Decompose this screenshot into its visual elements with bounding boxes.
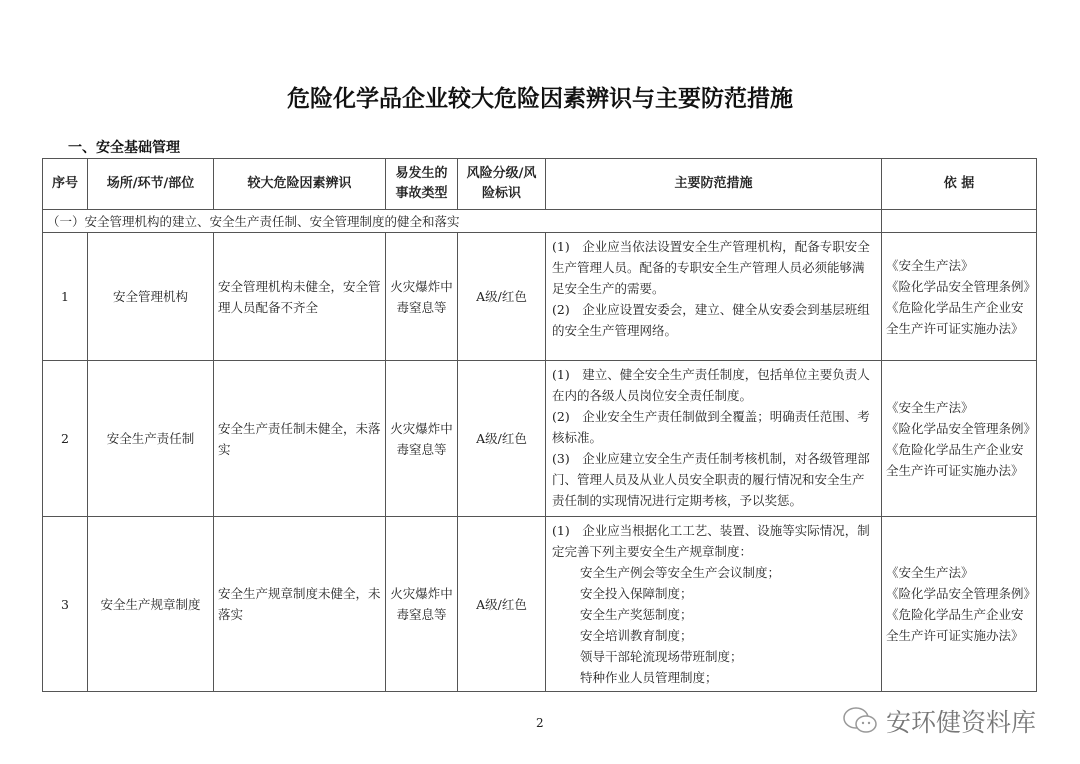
- basis-item: 《安全生产法》: [886, 565, 974, 580]
- row-place: 安全生产规章制度: [88, 517, 214, 692]
- measure: (1) 企业应当根据化工工艺、装置、设施等实际情况，制定完善下列主要安全生产规章制度：: [552, 523, 870, 559]
- sub-measure: 特种作业人员管理制度；: [580, 670, 718, 685]
- sub-measure: 安全投入保障制度；: [580, 586, 693, 601]
- basis-item: 《安全生产法》: [886, 399, 974, 415]
- row-measures: [546, 233, 882, 361]
- header-level: 风险分级/风险标识: [458, 159, 546, 210]
- row-basis: [882, 233, 1037, 361]
- row-measures: [546, 361, 882, 517]
- row-no: 2: [43, 361, 88, 517]
- row-measures: [546, 517, 882, 692]
- header-measures: 主要防范措施: [546, 159, 882, 210]
- row-hazard: 安全生产规章制度未健全，未落实: [214, 517, 386, 692]
- header-place: 场所/环节/部位: [88, 159, 214, 210]
- row-hazard: 安全生产责任制未健全，未落实: [214, 361, 386, 517]
- row-accident: 火灾爆炸中毒窒息等: [386, 517, 458, 692]
- row-accident: 火灾爆炸中毒窒息等: [386, 361, 458, 517]
- row-level: A级/红色: [458, 233, 546, 361]
- wechat-icon: [842, 705, 880, 737]
- document-title: 危险化学品企业较大危险因素辨识与主要防范措施: [287, 85, 793, 112]
- watermark-text: 安环健资料库: [886, 708, 1037, 737]
- watermark: [842, 703, 1036, 739]
- header-no: 序号: [43, 159, 88, 210]
- row-no: 1: [43, 233, 88, 361]
- basis-item: 《危险化学品生产企业安全生产许可证实施办法》: [886, 441, 1024, 478]
- sub-measure: 领导干部轮流现场带班制度；: [580, 649, 743, 664]
- row-place: 安全生产责任制: [88, 361, 214, 517]
- subsection-title: （一）安全管理机构的建立、安全生产责任制、安全管理制度的健全和落实: [43, 210, 882, 233]
- hazard-table: [42, 158, 1037, 692]
- header-basis: 依 据: [882, 159, 1037, 210]
- row-basis: [882, 517, 1037, 692]
- row-level: A级/红色: [458, 361, 546, 517]
- row-accident: 火灾爆炸中毒窒息等: [386, 233, 458, 361]
- measure: (3) 企业应建立安全生产责任制考核机制，对各级管理部门、管理人员及从业人员安全职责的履行情况和安全生产责任制的实现情况进行定期考核，予以奖惩。: [552, 451, 870, 508]
- basis-item: 《险化学品安全管理条例》: [886, 420, 1037, 436]
- basis-item: 《危险化学品生产企业安全生产许可证实施办法》: [886, 299, 1024, 336]
- row-place: 安全管理机构: [88, 233, 214, 361]
- sub-measure: 安全培训教育制度；: [580, 628, 693, 643]
- measure: (2) 企业安全生产责任制做到全覆盖；明确责任范围、考核标准。: [552, 409, 870, 445]
- section-heading: 一、安全基础管理: [68, 140, 180, 156]
- header-accident: 易发生的事故类型: [386, 159, 458, 210]
- header-hazard: 较大危险因素辨识: [214, 159, 386, 210]
- basis-item: 《险化学品安全管理条例》: [886, 278, 1037, 294]
- basis-item: 《危险化学品生产企业安全生产许可证实施办法》: [886, 607, 1024, 643]
- row-hazard: 安全管理机构未健全，安全管理人员配备不齐全: [214, 233, 386, 361]
- table-row: [43, 361, 1037, 517]
- basis-item: 《险化学品安全管理条例》: [886, 586, 1037, 601]
- sub-measure: 安全生产例会等安全生产会议制度；: [580, 565, 781, 580]
- row-level: A级/红色: [458, 517, 546, 692]
- page-number: 2: [536, 716, 544, 730]
- sub-measure: 安全生产奖惩制度；: [580, 607, 693, 622]
- row-basis: [882, 361, 1037, 517]
- row-no: 3: [43, 517, 88, 692]
- header-row: [43, 159, 1037, 210]
- measure: (2) 企业应设置安委会，建立、健全从安委会到基层班组的安全生产管理网络。: [552, 302, 870, 338]
- measure: (1) 建立、健全安全生产责任制度，包括单位主要负责人在内的各级人员岗位安全责任制度。: [552, 367, 870, 403]
- subsection-row: [43, 210, 1037, 233]
- measure: (1) 企业应当依法设置安全生产管理机构，配备专职安全生产管理人员。配备的专职安全生产管理人员必须能够满足安全生产的需要。: [552, 239, 870, 296]
- basis-item: 《安全生产法》: [886, 257, 974, 273]
- table-row: [43, 233, 1037, 361]
- table-row: [43, 517, 1037, 692]
